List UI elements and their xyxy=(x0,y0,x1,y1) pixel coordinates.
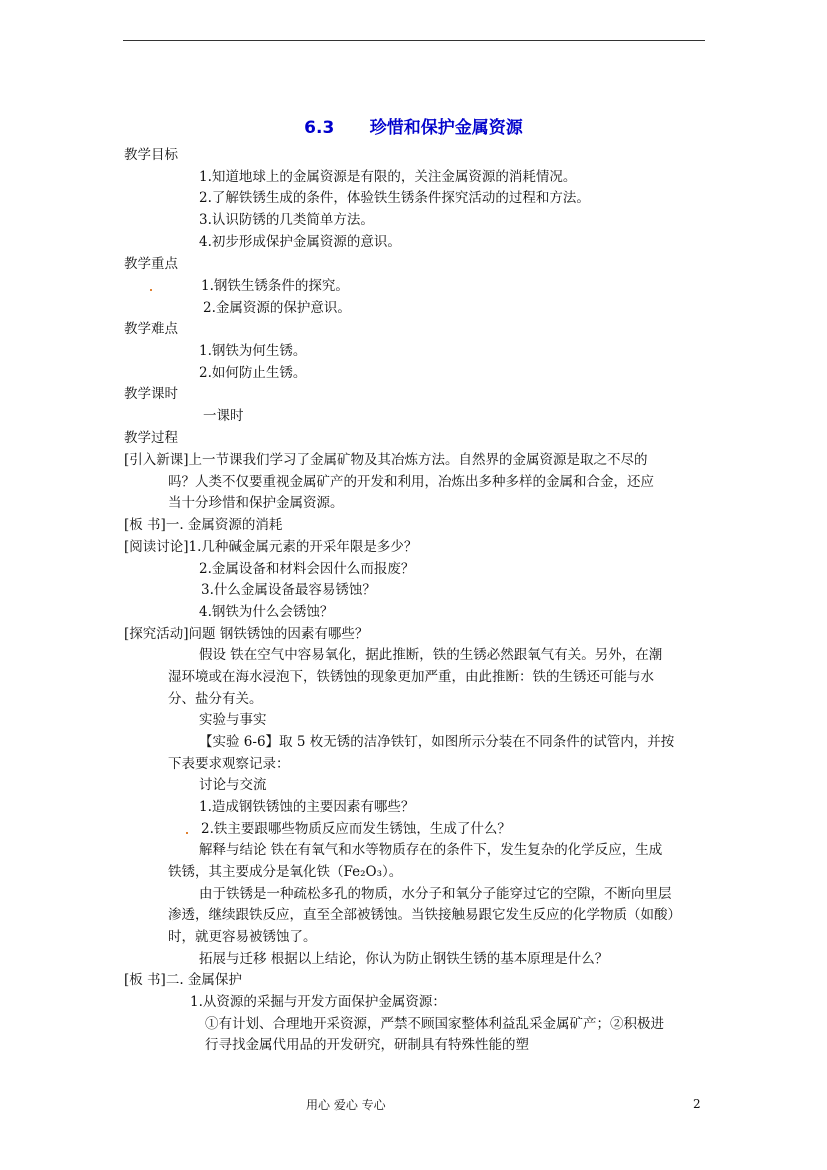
board-heading-2: [板 书]二. 金属保护 xyxy=(124,972,242,988)
paragraph-line: 湿环境或在海水浸泡下，铁锈蚀的现象更加严重，由此推断：铁的生锈还可能与水 xyxy=(168,669,654,685)
section-heading-key-points: 教学重点 xyxy=(124,256,178,272)
paragraph-line: 时，就更容易被锈蚀了。 xyxy=(168,929,317,945)
paragraph-line: 1.从资源的采掘与开发方面保护金属资源： xyxy=(190,994,446,1010)
footer-motto: 用心 爱心 专心 xyxy=(306,1098,386,1112)
paragraph-line: ①有计划、合理地开采资源，严禁不顾国家整体利益乱采金属矿产；②积极进 xyxy=(205,1016,664,1032)
paragraph-line: 【实验 6-6】取 5 枚无锈的洁净铁钉，如图所示分装在不同条件的试管内，并按 xyxy=(199,734,675,750)
paragraph-line: 分、盐分有关。 xyxy=(168,691,263,707)
goal-item-4: 4.初步形成保护金属资源的意识。 xyxy=(199,234,401,250)
paragraph-line: 行寻找金属代用品的开发研究，研制具有特殊性能的塑 xyxy=(205,1037,529,1053)
paragraph-line: 当十分珍惜和保护金属资源。 xyxy=(168,495,344,511)
goal-item-1: 1.知道地球上的金属资源是有限的，关注金属资源的消耗情况。 xyxy=(199,169,577,185)
section-heading-goals: 教学目标 xyxy=(124,147,178,163)
reading-discussion-line: 4.钢铁为什么会锈蚀？ xyxy=(199,604,334,620)
page-number: 2 xyxy=(693,1097,701,1111)
hours-value: 一课时 xyxy=(203,408,244,424)
paragraph-line: 假设 铁在空气中容易氧化，据此推断，铁的生锈必然跟氧气有关。另外，在潮 xyxy=(199,647,663,663)
section-heading-difficulties: 教学难点 xyxy=(124,321,178,337)
paragraph-line: 铁锈，其主要成分是氧化铁（Fe₂O₃）。 xyxy=(168,864,403,880)
paragraph-line: 吗？人类不仅要重视金属矿产的开发和利用，冶炼出多种多样的金属和合金，还应 xyxy=(168,474,654,490)
section-heading-process: 教学过程 xyxy=(124,430,178,446)
discussion-question-2: 2.铁主要跟哪些物质反应而发生锈蚀，生成了什么？ xyxy=(201,821,511,837)
paragraph-line: 下表要求观察记录： xyxy=(168,756,290,772)
page-title: 6.3 珍惜和保护金属资源 xyxy=(304,118,523,138)
difficulty-2: 2.如何防止生锈。 xyxy=(199,365,307,381)
header-rule xyxy=(123,40,705,41)
key-point-1: 1.钢铁生锈条件的探究。 xyxy=(201,278,349,294)
discussion-question-1: 1.造成钢铁锈蚀的主要因素有哪些？ xyxy=(199,799,415,815)
subheading-discussion: 讨论与交流 xyxy=(199,777,267,793)
stray-mark xyxy=(150,289,152,291)
paragraph-line: 由于铁锈是一种疏松多孔的物质，水分子和氧分子能穿过它的空隙，不断向里层 xyxy=(199,886,672,902)
goal-item-3: 3.认识防锈的几类简单方法。 xyxy=(199,212,374,228)
difficulty-1: 1.钢铁为何生锈。 xyxy=(199,343,307,359)
board-heading-1: [板 书]一. 金属资源的消耗 xyxy=(124,517,283,533)
paragraph-line: [引入新课]上一节课我们学习了金属矿物及其冶炼方法。自然界的金属资源是取之不尽的 xyxy=(124,452,648,468)
section-heading-hours: 教学课时 xyxy=(124,386,178,402)
inquiry-heading: [探究活动]问题 钢铁锈蚀的因素有哪些？ xyxy=(124,626,369,642)
paragraph-line: 渗透，继续跟铁反应，直至全部被锈蚀。当铁接触易跟它发生反应的化学物质（如酸） xyxy=(168,907,681,923)
goal-item-2: 2.了解铁锈生成的条件，体验铁生锈条件探究活动的过程和方法。 xyxy=(199,190,590,206)
subheading-experiment: 实验与事实 xyxy=(199,712,267,728)
reading-discussion-line: 2.金属设备和材料会因什么而报废？ xyxy=(199,561,415,577)
paragraph-line: 拓展与迁移 根据以上结论，你认为防止钢铁生锈的基本原理是什么？ xyxy=(199,951,609,967)
reading-discussion-line: [阅读讨论]1.几种碱金属元素的开采年限是多少？ xyxy=(124,539,418,555)
reading-discussion-line: 3.什么金属设备最容易锈蚀？ xyxy=(201,582,376,598)
stray-mark xyxy=(186,832,188,834)
key-point-2: 2.金属资源的保护意识。 xyxy=(203,300,351,316)
paragraph-line: 解释与结论 铁在有氧气和水等物质存在的条件下，发生复杂的化学反应，生成 xyxy=(199,842,663,858)
